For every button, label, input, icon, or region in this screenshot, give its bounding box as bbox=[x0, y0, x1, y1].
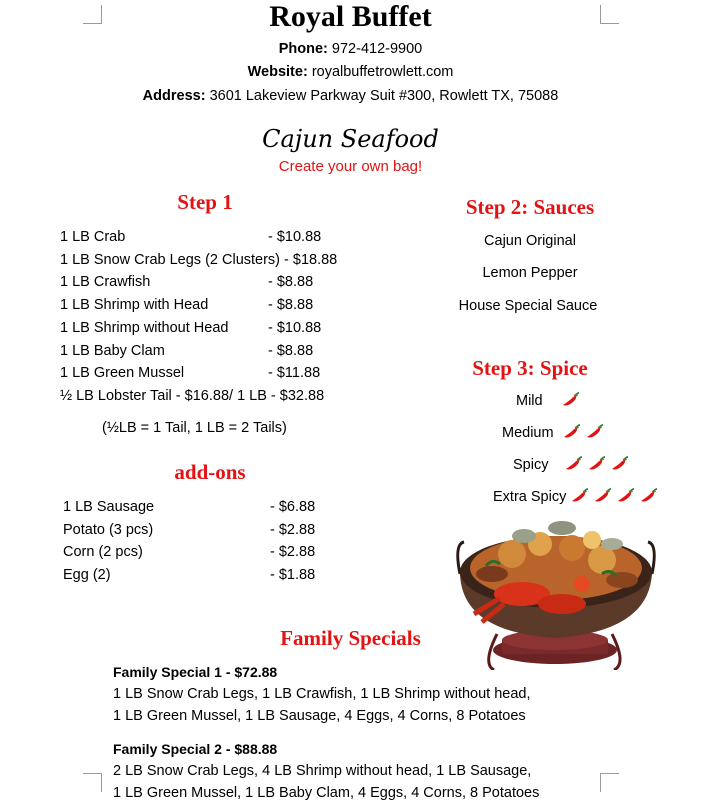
item-price: - $10.88 bbox=[268, 229, 322, 245]
step1-item bbox=[60, 364, 321, 382]
website-line bbox=[0, 63, 701, 81]
chili-pepper-icon bbox=[569, 488, 589, 504]
item-name: 1 LB Sausage bbox=[63, 499, 155, 515]
create-bag-tagline: Create your own bag! bbox=[278, 158, 423, 175]
item-name: 1 LB Snow Crab Legs (2 Clusters) - $18.88 bbox=[60, 252, 338, 268]
step3-heading: Step 3: Spice bbox=[472, 356, 588, 380]
item-name: Egg (2) bbox=[63, 567, 111, 583]
spice-label: Spicy bbox=[513, 457, 549, 473]
phone-line bbox=[0, 40, 701, 58]
chili-pepper-icon bbox=[563, 456, 583, 472]
item-name: ½ LB Lobster Tail - $16.88/ 1 LB - $32.88 bbox=[60, 388, 325, 404]
step1-item bbox=[60, 387, 324, 405]
family-specials-heading: Family Specials bbox=[280, 626, 421, 650]
item-name: Potato (3 pcs) bbox=[63, 522, 154, 538]
chili-pepper-icon bbox=[592, 488, 612, 504]
chili-pepper-icon bbox=[584, 424, 604, 440]
cajun-seafood-title: Cajun Seafood bbox=[262, 125, 439, 153]
spice-medium bbox=[502, 423, 604, 443]
step1-item bbox=[60, 228, 322, 246]
addon-item bbox=[63, 521, 316, 539]
item-name: 1 LB Crawfish bbox=[60, 274, 151, 290]
addon-item bbox=[63, 543, 316, 561]
address-line bbox=[0, 87, 701, 105]
step1-item bbox=[60, 296, 314, 314]
item-price: - $6.88 bbox=[270, 499, 316, 515]
addon-item bbox=[63, 498, 316, 516]
chili-pepper-icon bbox=[638, 488, 658, 504]
item-price: - $11.88 bbox=[268, 365, 321, 381]
item-name: Corn (2 pcs) bbox=[63, 544, 143, 560]
spice-label: Mild bbox=[516, 393, 543, 409]
chili-pepper-icon bbox=[560, 392, 580, 408]
item-name: 1 LB Shrimp without Head bbox=[60, 320, 229, 336]
item-price: - $2.88 bbox=[270, 544, 316, 560]
spice-extra-spicy bbox=[493, 487, 658, 507]
address-label: Address: bbox=[142, 88, 206, 104]
step1-item bbox=[60, 342, 314, 360]
family-special-1-line: 1 LB Snow Crab Legs, 1 LB Crawfish, 1 LB Shrimp without head, bbox=[113, 686, 531, 702]
step1-heading: Step 1 bbox=[177, 190, 233, 214]
addons-heading: add-ons bbox=[174, 460, 246, 484]
item-price: - $8.88 bbox=[268, 297, 314, 313]
addon-item bbox=[63, 566, 316, 584]
family-special-2-line: 1 LB Green Mussel, 1 LB Baby Clam, 4 Eggs, 4 Corns, 8 Potatoes bbox=[113, 785, 540, 801]
family-special-2-line: 2 LB Snow Crab Legs, 4 LB Shrimp without head, 1 LB Sausage, bbox=[113, 763, 532, 779]
lobster-note: (½LB = 1 Tail, 1 LB = 2 Tails) bbox=[102, 420, 287, 436]
sauce-lemon-pepper: Lemon Pepper bbox=[482, 265, 578, 281]
item-name: 1 LB Baby Clam bbox=[60, 343, 165, 359]
item-price: - $2.88 bbox=[270, 522, 316, 538]
family-special-1-title: Family Special 1 - $72.88 bbox=[113, 664, 278, 680]
family-special-2-title: Family Special 2 - $88.88 bbox=[113, 741, 278, 757]
item-price: - $10.88 bbox=[268, 320, 322, 336]
chili-pepper-icon bbox=[561, 424, 581, 440]
address-text: 3601 Lakeview Parkway Suit #300, Rowlett TX, 75088 bbox=[209, 88, 559, 104]
step1-item bbox=[60, 319, 322, 337]
item-name: 1 LB Green Mussel bbox=[60, 365, 185, 381]
sauce-house-special: House Special Sauce bbox=[458, 298, 598, 314]
website-label: Website: bbox=[247, 64, 308, 80]
crop-mark-bottom-left bbox=[83, 773, 102, 792]
chili-pepper-icon bbox=[615, 488, 635, 504]
step2-heading: Step 2: Sauces bbox=[465, 195, 595, 219]
item-name: 1 LB Crab bbox=[60, 229, 126, 245]
spice-mild bbox=[516, 391, 580, 411]
website-url: royalbuffetrowlett.com bbox=[311, 64, 454, 80]
step1-item bbox=[60, 251, 337, 269]
chili-pepper-icon bbox=[586, 456, 606, 472]
item-price: - $8.88 bbox=[268, 274, 314, 290]
restaurant-title: Royal Buffet bbox=[269, 0, 432, 33]
spice-label: Extra Spicy bbox=[493, 489, 567, 505]
phone-label: Phone: bbox=[278, 41, 328, 57]
item-name: 1 LB Shrimp with Head bbox=[60, 297, 209, 313]
spice-label: Medium bbox=[502, 425, 554, 441]
item-price: - $8.88 bbox=[268, 343, 314, 359]
spice-spicy bbox=[513, 455, 629, 475]
sauce-cajun-original: Cajun Original bbox=[484, 233, 576, 249]
step1-item bbox=[60, 273, 314, 291]
phone-number: 972-412-9900 bbox=[331, 41, 423, 57]
item-price: - $1.88 bbox=[270, 567, 316, 583]
chili-pepper-icon bbox=[609, 456, 629, 472]
crop-mark-bottom-right bbox=[600, 773, 619, 792]
family-special-1-line: 1 LB Green Mussel, 1 LB Sausage, 4 Eggs, 4 Corns, 8 Potatoes bbox=[113, 708, 526, 724]
